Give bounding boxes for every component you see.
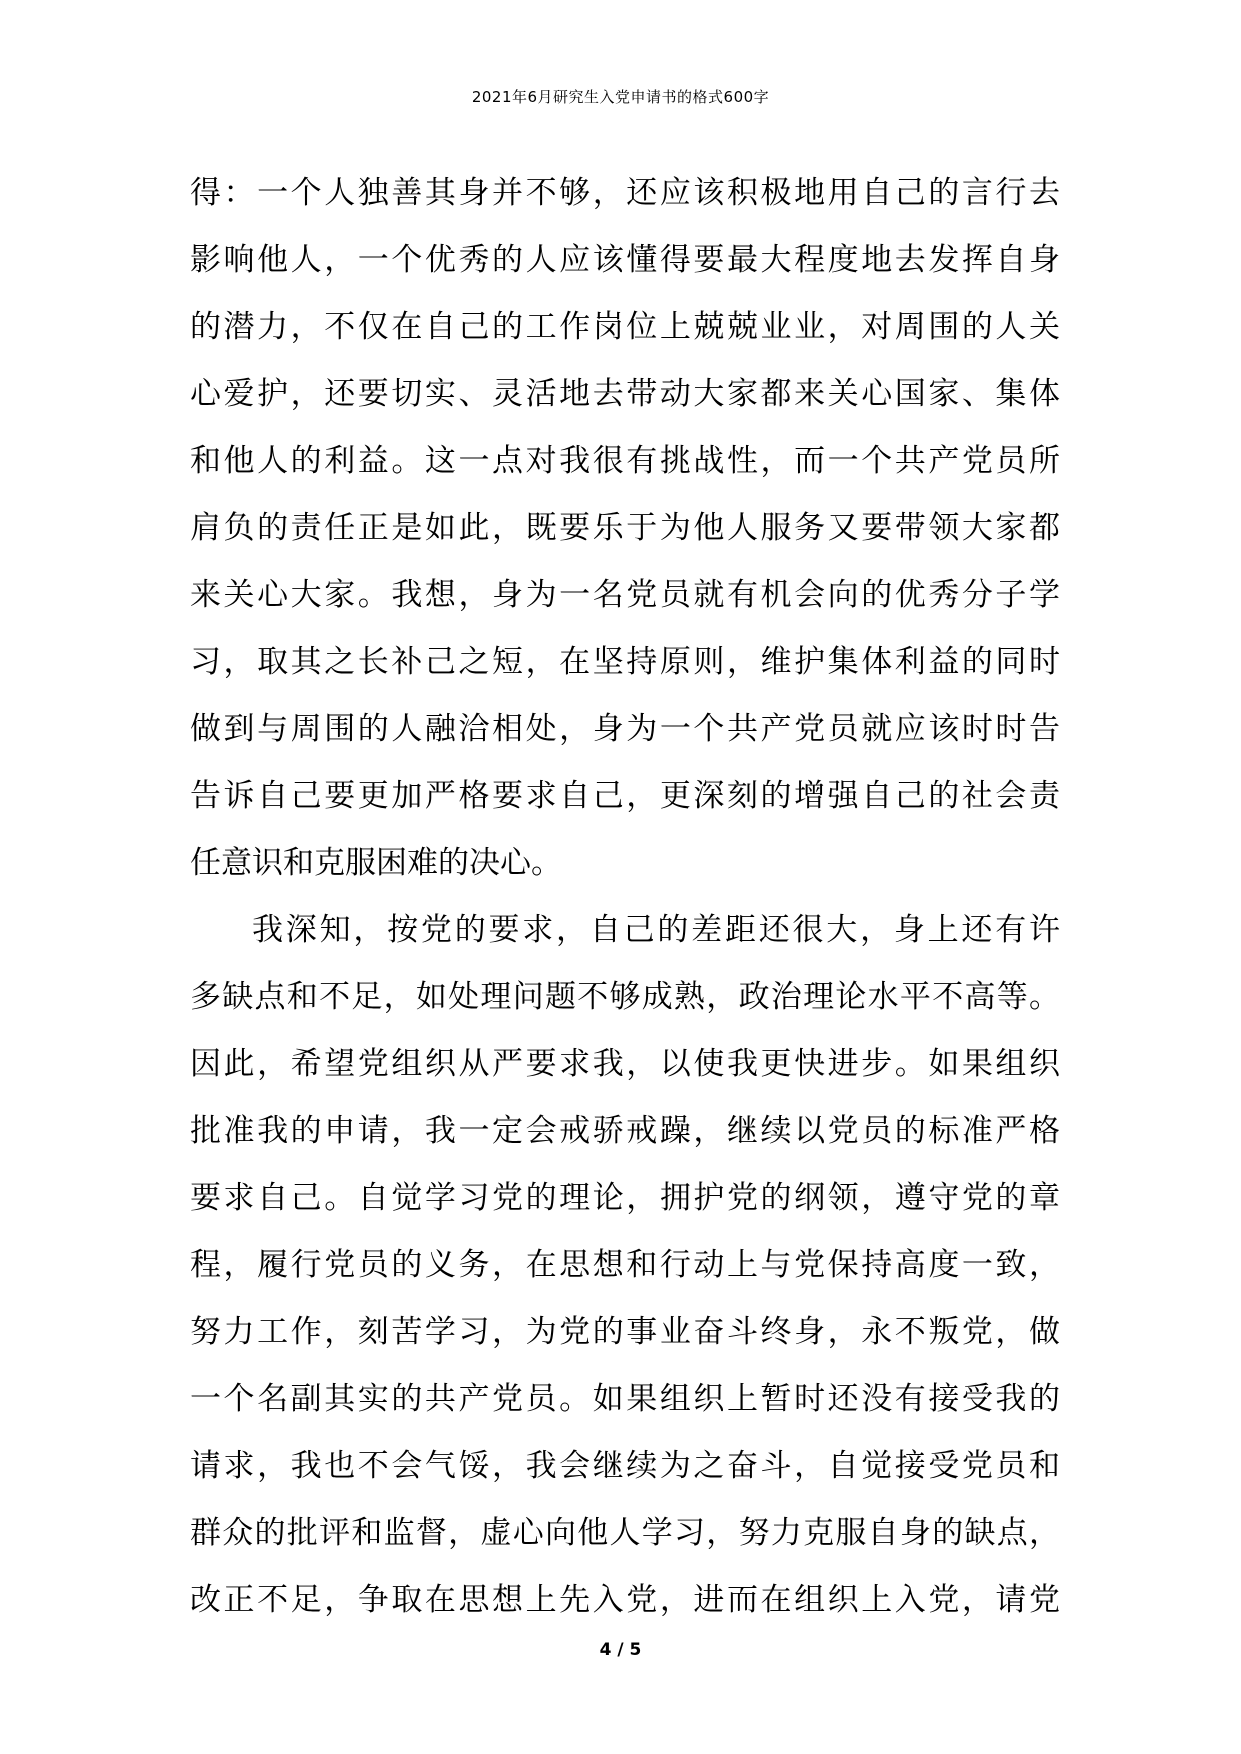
text-line: 我深知，按党的要求，自己的差距还很大，身上还有许 [252, 912, 1060, 948]
text-line: 改正不足，争取在思想上先入党，进而在组织上入党，请党 [190, 1582, 1060, 1618]
text-line: 多缺点和不足，如处理问题不够成熟，政治理论水平不高等。 [190, 979, 1060, 1015]
text-line: 要求自己。自觉学习党的理论，拥护党的纲领，遵守党的章 [190, 1180, 1060, 1216]
text-line: 和他人的利益。这一点对我很有挑战性，而一个共产党员所 [190, 443, 1060, 479]
page-number: 4 / 5 [599, 1640, 642, 1660]
text-line: 群众的批评和监督，虚心向他人学习，努力克服自身的缺点， [190, 1515, 1060, 1551]
text-line: 请求，我也不会气馁，我会继续为之奋斗，自觉接受党员和 [190, 1448, 1060, 1484]
text-line: 习，取其之长补己之短，在坚持原则，维护集体利益的同时 [190, 644, 1060, 680]
text-line: 来关心大家。我想，身为一名党员就有机会向的优秀分子学 [190, 577, 1060, 613]
text-line: 批准我的申请，我一定会戒骄戒躁，继续以党员的标准严格 [190, 1113, 1060, 1149]
text-line: 因此，希望党组织从严要求我，以使我更快进步。如果组织 [190, 1046, 1060, 1082]
text-line: 程，履行党员的义务，在思想和行动上与党保持高度一致， [190, 1247, 1060, 1283]
page-header: 2021年6月研究生入党申请书的格式600字 [471, 88, 770, 106]
text-line: 任意识和克服困难的决心。 [190, 845, 562, 881]
document-body [190, 160, 1060, 1634]
text-line: 肩负的责任正是如此，既要乐于为他人服务又要带领大家都 [190, 510, 1060, 546]
text-line: 一个名副其实的共产党员。如果组织上暂时还没有接受我的 [190, 1381, 1060, 1417]
text-line: 努力工作，刻苦学习，为党的事业奋斗终身，永不叛党，做 [190, 1314, 1060, 1350]
text-line: 影响他人，一个优秀的人应该懂得要最大程度地去发挥自身 [190, 242, 1060, 278]
text-line: 心爱护，还要切实、灵活地去带动大家都来关心国家、集体 [190, 376, 1060, 412]
text-line: 得：一个人独善其身并不够，还应该积极地用自己的言行去 [190, 175, 1060, 211]
text-line: 告诉自己要更加严格要求自己，更深刻的增强自己的社会责 [190, 778, 1060, 814]
text-line: 做到与周围的人融洽相处，身为一个共产党员就应该时时告 [190, 711, 1060, 747]
text-line: 的潜力，不仅在自己的工作岗位上兢兢业业，对周围的人关 [190, 309, 1060, 345]
